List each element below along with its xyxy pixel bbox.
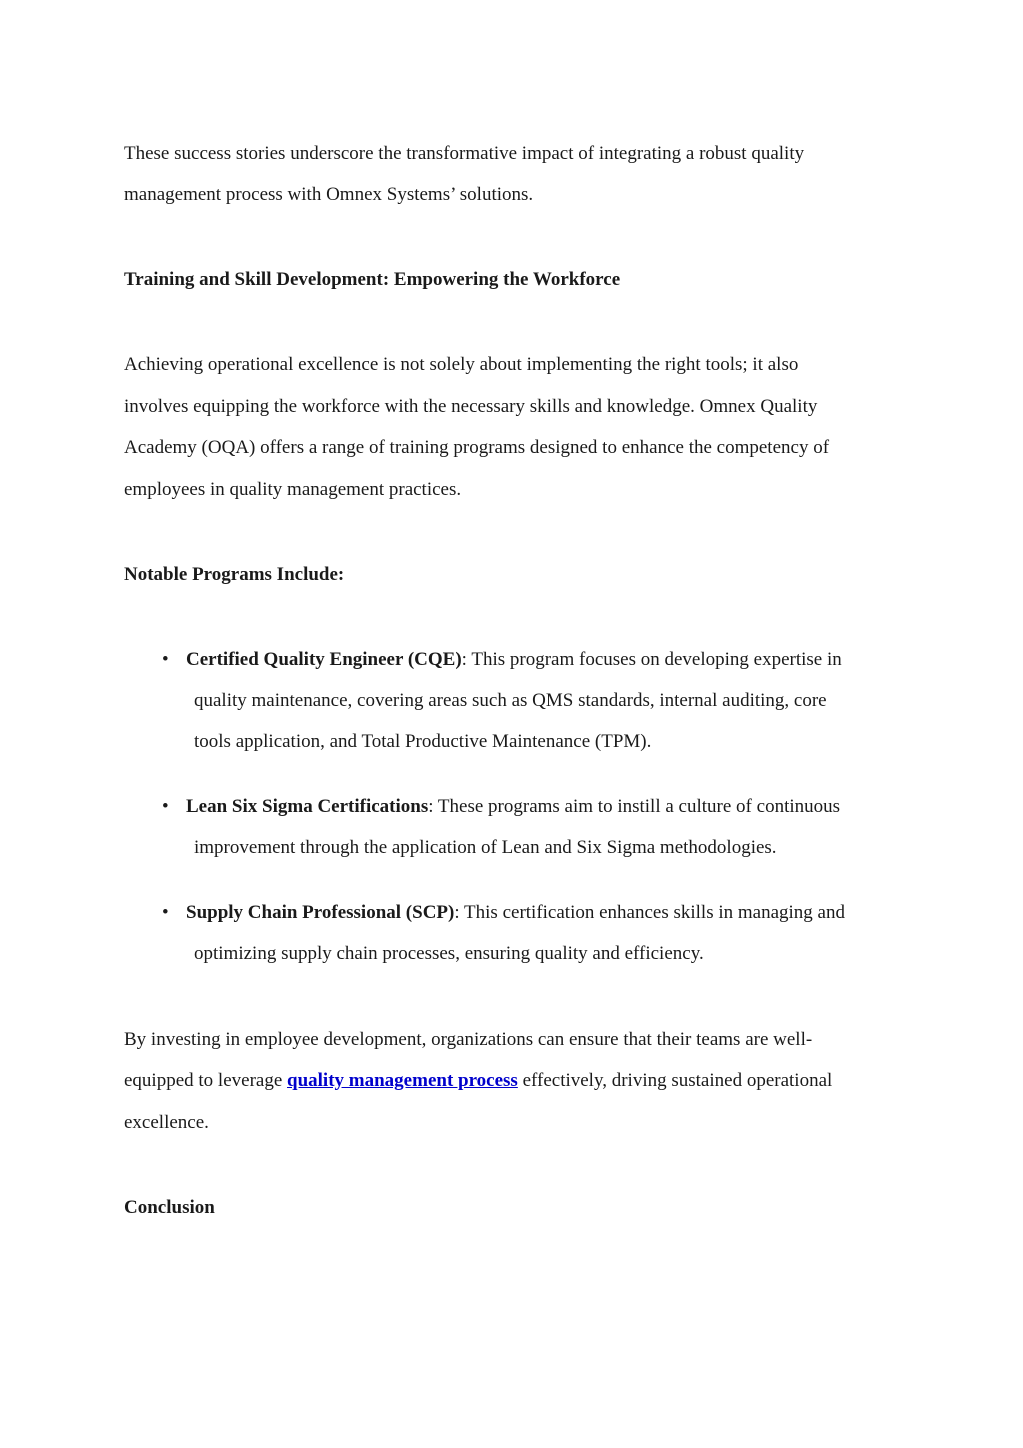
program-item-cqe — [186, 649, 842, 671]
bullet-icon: • — [162, 796, 169, 817]
program-lean-line-2: improvement through the application of Lean and Six Sigma methodologies. — [194, 837, 777, 858]
intro-line-2: management process with Omnex Systems’ solutions. — [124, 184, 534, 205]
training-paragraph-line-2: involves equipping the workforce with the necessary skills and knowledge. Omnex Quality — [124, 396, 818, 417]
program-description: : These programs aim to instill a culture of continuous — [428, 796, 841, 817]
bullet-icon: • — [162, 902, 169, 923]
programs-heading: Notable Programs Include: — [124, 564, 345, 585]
training-heading: Training and Skill Development: Empowering the Workforce — [124, 269, 621, 290]
program-title: Lean Six Sigma Certifications — [186, 796, 429, 817]
bullet-icon: • — [162, 649, 169, 670]
program-description: : This certification enhances skills in managing and — [454, 902, 845, 923]
investing-line-2 — [124, 1070, 832, 1092]
program-cqe-line-2: quality maintenance, covering areas such as QMS standards, internal auditing, core — [194, 690, 827, 711]
program-cqe-line-3: tools application, and Total Productive Maintenance (TPM). — [194, 731, 652, 752]
training-paragraph-line-1: Achieving operational excellence is not solely about implementing the right tools; it also — [124, 354, 799, 375]
training-paragraph-line-3: Academy (OQA) offers a range of training programs designed to enhance the competency of — [124, 437, 830, 458]
investing-line-2-end: effectively, driving sustained operational — [517, 1070, 833, 1091]
program-title: Supply Chain Professional (SCP) — [186, 902, 455, 923]
quality-management-process-link[interactable]: quality management process — [287, 1070, 518, 1091]
training-paragraph-line-4: employees in quality management practices. — [124, 479, 462, 500]
investing-line-1: By investing in employee development, organizations can ensure that their teams are well- — [124, 1029, 813, 1050]
program-title: Certified Quality Engineer (CQE) — [186, 649, 462, 670]
conclusion-heading: Conclusion — [124, 1197, 215, 1218]
investing-line-2-start: equipped to leverage — [124, 1070, 288, 1091]
program-item-scp — [186, 902, 845, 924]
program-item-lean-six-sigma — [186, 796, 840, 818]
program-scp-line-2: optimizing supply chain processes, ensuring quality and efficiency. — [194, 943, 704, 964]
intro-line-1: These success stories underscore the transformative impact of integrating a robust quality — [124, 143, 805, 164]
program-description: : This program focuses on developing expertise in — [461, 649, 842, 670]
investing-line-3: excellence. — [124, 1112, 209, 1133]
